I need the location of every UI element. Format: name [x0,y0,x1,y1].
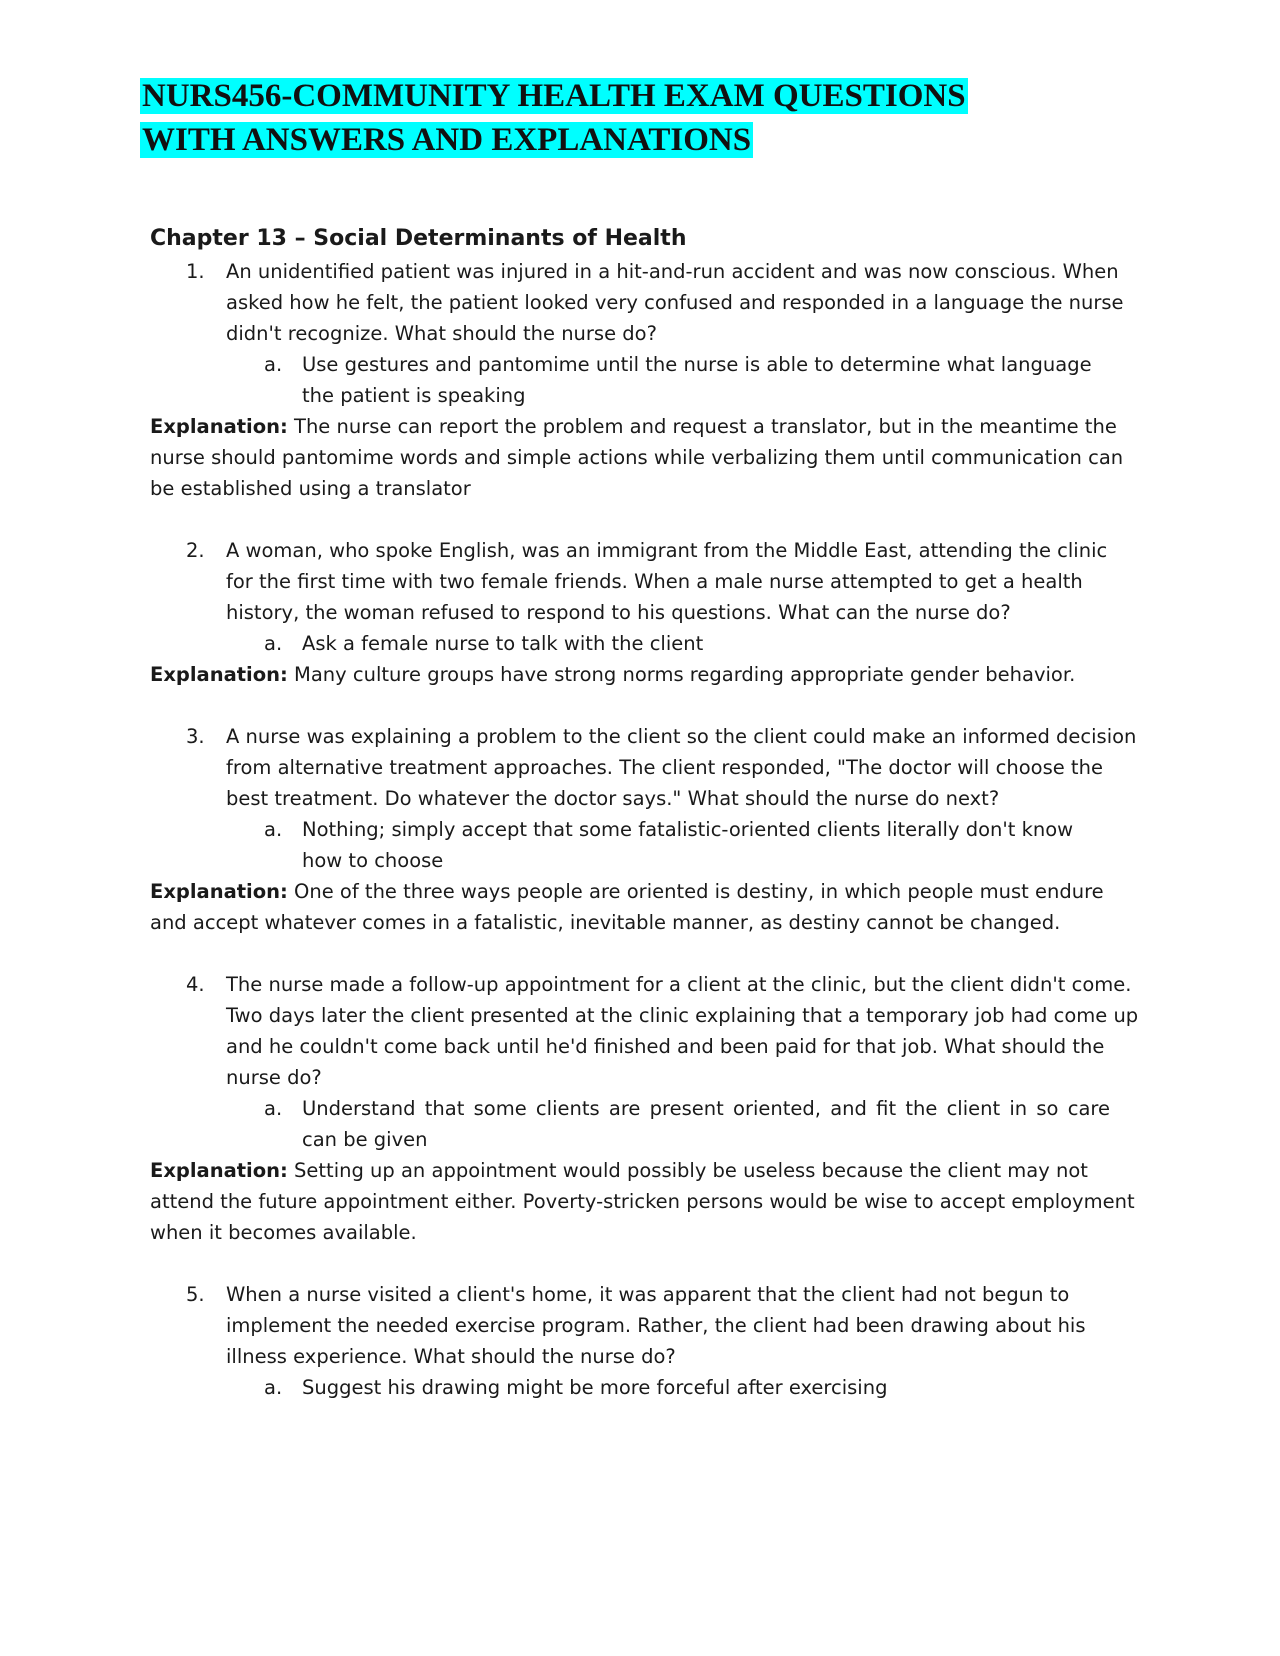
answer-1 [150,349,1140,411]
question-text: A woman, who spoke English, was an immigrant from the Middle East, attending the clinic for the first time with two female friends. When a male nurse attempted to get a health history, the woman refused to respond to his questions. What can the nurse do? [226,539,1108,624]
explanation-text: The nurse can report the problem and request a translator, but in the meantime the nurse should pantomime words and simple actions while verbalizing them until communication can be established using a translator [150,415,1124,500]
answer-letter: a. [264,1376,283,1399]
question-number: 1. [186,260,205,283]
answer-letter: a. [264,353,283,376]
answer-text: Ask a female nurse to talk with the client [302,632,704,655]
question-number: 4. [186,973,205,996]
document-body [150,222,1140,1403]
explanation-2 [150,659,1140,690]
explanation-text: Setting up an appointment would possibly be useless because the client may not attend the future appointment either. Poverty-stricken persons would be wise to accept employment when it becomes available. [150,1159,1135,1244]
explanation-label: Explanation: [150,1159,288,1182]
question-number: 2. [186,539,205,562]
answer-text: Suggest his drawing might be more forceful after exercising [302,1376,888,1399]
title-line-1: NURS456-COMMUNITY HEALTH EXAM QUESTIONS [142,78,966,114]
question-text: A nurse was explaining a problem to the client so the client could make an informed decision from alternative treatment approaches. The client responded, "The doctor will choose the best treatment. Do whatever the doctor says." What should the nurse do next? [226,725,1137,810]
answer-3 [150,814,1140,876]
answer-text: Use gestures and pantomime until the nurse is able to determine what language the patient is speaking [302,353,1092,407]
answer-5 [150,1372,1140,1403]
question-4 [150,969,1140,1093]
answer-text: Nothing; simply accept that some fatalistic-oriented clients literally don't know how to choose [302,818,1074,872]
answer-4 [150,1093,1140,1155]
question-text: An unidentified patient was injured in a hit-and-run accident and was now conscious. When asked how he felt, the patient looked very confused and responded in a language the nurse didn't recognize. What should the nurse do? [226,260,1124,345]
answer-letter: a. [264,1097,283,1120]
question-text: The nurse made a follow-up appointment for a client at the clinic, but the client didn't come. Two days later the client presented at the clinic explaining that a temporary job had come up and he couldn't come back until he'd finished and been paid for that job. What should the nurse do? [226,973,1139,1089]
question-3 [150,721,1140,814]
explanation-1 [150,411,1140,504]
document-title [140,74,1140,162]
question-number: 3. [186,725,205,748]
explanation-text: Many culture groups have strong norms regarding appropriate gender behavior. [294,663,1076,686]
question-2 [150,535,1140,628]
explanation-text: One of the three ways people are oriented is destiny, in which people must endure and accept whatever comes in a fatalistic, inevitable manner, as destiny cannot be changed. [150,880,1104,934]
answer-letter: a. [264,818,283,841]
question-number: 5. [186,1283,205,1306]
explanation-label: Explanation: [150,663,288,686]
answer-letter: a. [264,632,283,655]
explanation-label: Explanation: [150,415,288,438]
question-text: When a nurse visited a client's home, it was apparent that the client had not begun to implement the needed exercise program. Rather, the client had been drawing about his illness experience. What should the nurse do? [226,1283,1086,1368]
explanation-4 [150,1155,1140,1248]
explanation-label: Explanation: [150,880,288,903]
answer-2 [150,628,1140,659]
question-5 [150,1279,1140,1372]
question-1 [150,256,1140,349]
title-line-2: WITH ANSWERS AND EXPLANATIONS [142,122,752,158]
explanation-3 [150,876,1140,938]
answer-text: Understand that some clients are present oriented, and fit the client in so care can be given [302,1097,1110,1151]
chapter-heading: Chapter 13 – Social Determinants of Health [150,226,687,251]
